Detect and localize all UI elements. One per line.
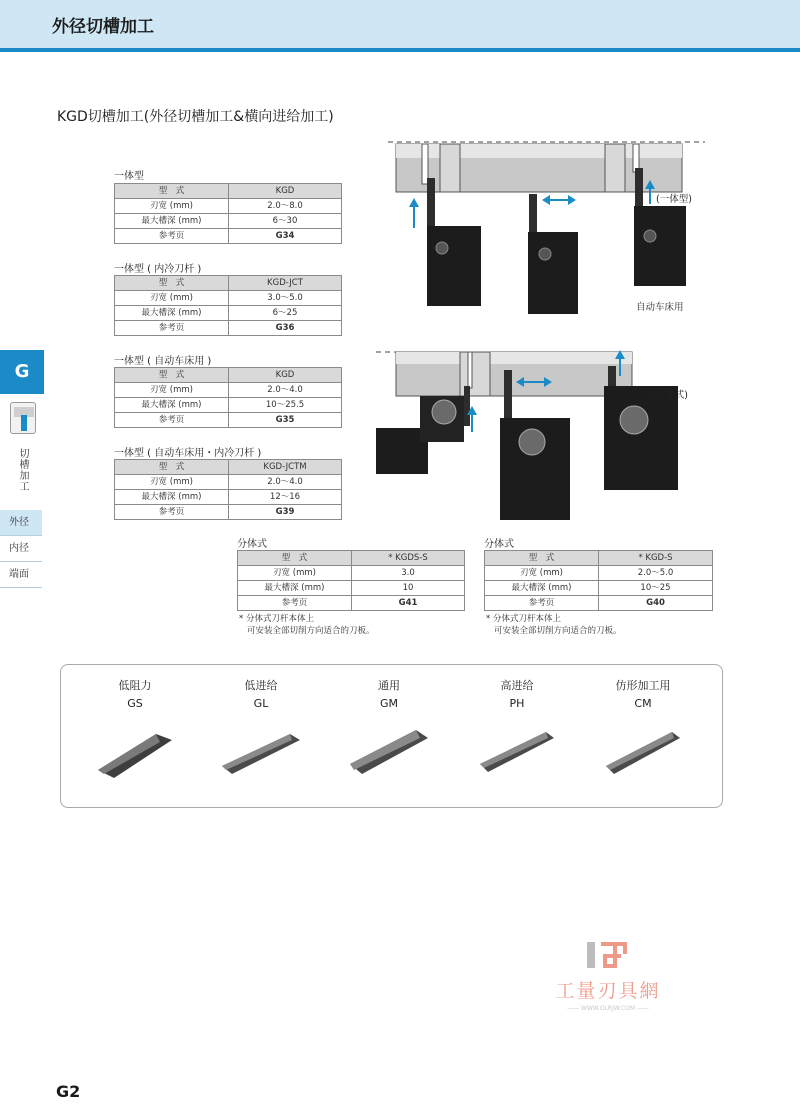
spec-cell: KGD-JCT — [229, 276, 342, 291]
spec-ref-page[interactable]: G34 — [229, 229, 342, 244]
spec-cell: 刃宽 (mm) — [115, 199, 229, 214]
insert-gl-image — [216, 720, 306, 784]
watermark-url: —— WWW.GLRJW.COM —— — [566, 1005, 649, 1012]
spec-cell: 参考页 — [115, 505, 229, 520]
sidebar-tab-g[interactable]: G — [0, 350, 44, 394]
spec-cell: 10 — [352, 581, 465, 596]
watermark-text: 工量刃具網 — [555, 980, 661, 1002]
spec-cell: 刃宽 (mm) — [115, 475, 229, 490]
spec-cell: 最大槽深 (mm) — [115, 306, 229, 321]
spec-cell: 刃宽 (mm) — [115, 291, 229, 306]
spec-cell: 刃宽 (mm) — [485, 566, 599, 581]
sidebar-item-inner[interactable]: 内径 — [0, 536, 42, 562]
insert-gm-image — [344, 720, 434, 784]
integral-tool-illustration — [380, 138, 710, 320]
spec-cell: 刃宽 (mm) — [238, 566, 352, 581]
insert-code: GS — [127, 697, 143, 710]
sidebar-vertical-label: 切槽加工 — [17, 448, 28, 492]
spec-cell: 型 式 — [115, 276, 229, 291]
spec-cell: 6～25 — [229, 306, 342, 321]
spec-cell: 参考页 — [115, 229, 229, 244]
spec-label-modular-kgd: 分体式 — [484, 539, 514, 550]
spec-cell: * KGD-S — [599, 551, 713, 566]
insert-name: 高进给 — [500, 679, 534, 692]
insert-ph[interactable] — [457, 677, 577, 784]
modular-note-kgds — [239, 613, 375, 637]
insert-gl[interactable] — [201, 677, 321, 784]
spec-cell: 型 式 — [115, 460, 229, 475]
label-automatic-lathe: 自动车床用 — [636, 302, 684, 313]
page-number: G2 — [56, 1082, 81, 1101]
modular-tool-illustration — [372, 346, 712, 522]
page-title: 外径切槽加工 — [52, 17, 154, 37]
sidebar-menu — [0, 510, 42, 588]
spec-cell: 参考页 — [238, 596, 352, 611]
spec-cell: 2.0～5.0 — [599, 566, 713, 581]
sidebar-item-outer[interactable]: 外径 — [0, 510, 42, 536]
spec-cell: 10～25.5 — [229, 398, 342, 413]
spec-table-integral — [114, 183, 342, 244]
spec-label-jctm: 一体型 ( 自动车床用・内冷刀杆 ) — [114, 448, 262, 459]
note-line: 可安装全部切削方向适合的刀板。 — [494, 626, 622, 636]
spec-cell: 3.0 — [352, 566, 465, 581]
spec-table-modular-kgd — [484, 550, 713, 611]
spec-label-modular-kgds: 分体式 — [237, 539, 267, 550]
grooving-section-icon — [10, 402, 36, 434]
spec-cell: KGD — [229, 368, 342, 383]
spec-cell: 最大槽深 (mm) — [115, 398, 229, 413]
spec-cell: 最大槽深 (mm) — [115, 214, 229, 229]
label-modular-type: (分体式) — [652, 390, 688, 401]
spec-cell: 参考页 — [115, 413, 229, 428]
insert-code: CM — [634, 697, 652, 710]
insert-gs[interactable] — [75, 677, 195, 784]
spec-ref-page[interactable]: G41 — [352, 596, 465, 611]
spec-ref-page[interactable]: G40 — [599, 596, 713, 611]
watermark-logo-icon — [585, 940, 631, 970]
spec-cell: 3.0～5.0 — [229, 291, 342, 306]
spec-cell: 12～16 — [229, 490, 342, 505]
insert-code: PH — [509, 697, 525, 710]
spec-ref-page[interactable]: G39 — [229, 505, 342, 520]
spec-label-automatic: 一体型 ( 自动车床用 ) — [114, 356, 212, 367]
spec-label-integral: 一体型 — [114, 171, 144, 182]
insert-ph-image — [472, 720, 562, 784]
insert-cm[interactable] — [583, 677, 703, 784]
insert-name: 仿形加工用 — [615, 679, 671, 692]
watermark — [538, 940, 678, 1012]
spec-table-jct — [114, 275, 342, 336]
insert-gm[interactable] — [329, 677, 449, 784]
spec-cell: KGD-JCTM — [229, 460, 342, 475]
spec-ref-page[interactable]: G35 — [229, 413, 342, 428]
insert-name: 低阻力 — [118, 679, 152, 692]
spec-cell: 2.0～4.0 — [229, 383, 342, 398]
spec-cell: KGD — [229, 184, 342, 199]
insert-name: 通用 — [378, 679, 400, 692]
insert-cm-image — [598, 720, 688, 784]
spec-cell: 型 式 — [115, 184, 229, 199]
spec-table-modular-kgds — [237, 550, 465, 611]
page-header — [0, 0, 800, 52]
insert-gs-image — [90, 720, 180, 784]
spec-cell: 参考页 — [115, 321, 229, 336]
spec-cell: 6～30 — [229, 214, 342, 229]
insert-code: GL — [253, 697, 269, 710]
spec-table-jctm — [114, 459, 342, 520]
spec-ref-page[interactable]: G36 — [229, 321, 342, 336]
spec-cell: 参考页 — [485, 596, 599, 611]
insert-name: 低进给 — [244, 679, 278, 692]
modular-note-kgd — [486, 613, 622, 637]
spec-cell: * KGDS-S — [352, 551, 465, 566]
spec-cell: 最大槽深 (mm) — [115, 490, 229, 505]
label-integral-type: (一体型) — [656, 194, 692, 205]
note-line: * 分体式刀杆本体上 — [239, 614, 314, 624]
spec-cell: 型 式 — [485, 551, 599, 566]
spec-cell: 2.0～8.0 — [229, 199, 342, 214]
sidebar-item-face[interactable]: 端面 — [0, 562, 42, 588]
spec-cell: 刃宽 (mm) — [115, 383, 229, 398]
spec-label-jct: 一体型 ( 内冷刀杆 ) — [114, 264, 202, 275]
note-line: 可安装全部切削方向适合的刀板。 — [247, 626, 375, 636]
spec-cell: 型 式 — [238, 551, 352, 566]
spec-cell: 10～25 — [599, 581, 713, 596]
note-line: * 分体式刀杆本体上 — [486, 614, 561, 624]
section-title: KGD切槽加工(外径切槽加工&横向进给加工) — [57, 109, 334, 125]
spec-cell: 2.0～4.0 — [229, 475, 342, 490]
spec-table-automatic — [114, 367, 342, 428]
insert-code: GM — [379, 697, 398, 710]
spec-cell: 最大槽深 (mm) — [238, 581, 352, 596]
insert-types-panel — [60, 664, 723, 808]
spec-cell: 型 式 — [115, 368, 229, 383]
spec-cell: 最大槽深 (mm) — [485, 581, 599, 596]
